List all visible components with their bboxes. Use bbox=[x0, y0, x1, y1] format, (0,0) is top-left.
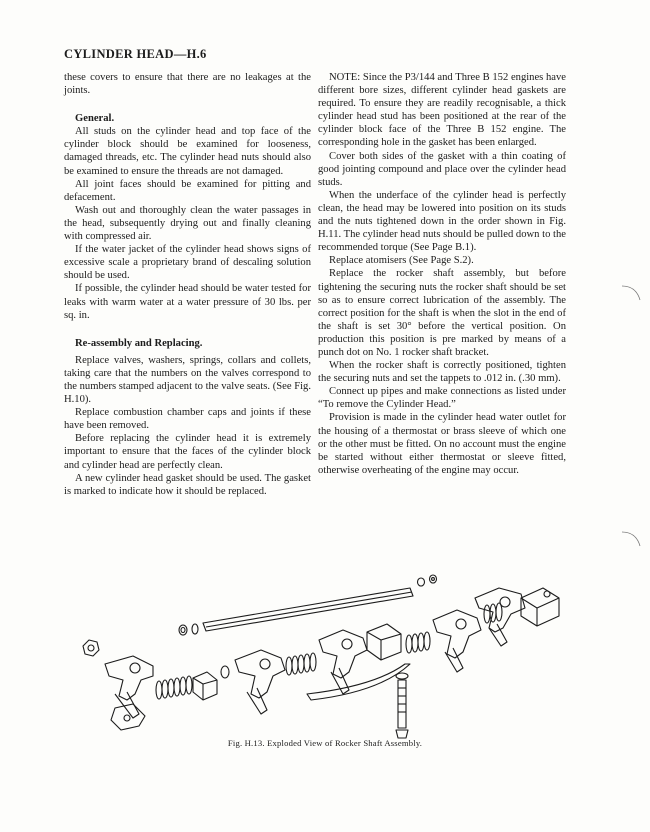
section-heading-general: General. bbox=[75, 113, 115, 125]
page-header: CYLINDER HEAD—H.6 bbox=[64, 47, 207, 61]
paragraph: Connect up pipes and make connections as listed under “To remove the Cylinder Head.” bbox=[318, 386, 566, 411]
paragraph: Replace atomisers (See Page S.2). bbox=[329, 255, 474, 267]
paragraph: When the underface of the cylinder head is perfectly clean, the head may be lowered into position on its studs and the nuts tightened down in the order shown in Fig. H.11. The cylinder head nuts should be pulled down to the recommended torque (See Page B.1). bbox=[318, 189, 566, 254]
paragraph: Cover both sides of the gasket with a thin coating of good jointing compound and place over the cylinder head studs. bbox=[318, 150, 566, 188]
paragraph: Provision is made in the cylinder head water outlet for the housing of a thermostat or brass sleeve of which one or the other must be fitted. On no account must the engine be started without either thermostat or sleeve fitted, otherwise overheating of the engine may occur. bbox=[318, 412, 566, 476]
paragraph: If the water jacket of the cylinder head shows signs of excessive scale a proprietary brand of descaling solution should be used. bbox=[64, 244, 311, 282]
figure-caption: Fig. H.13. Exploded View of Rocker Shaft Assembly. bbox=[227, 738, 423, 748]
paragraph: Before replacing the cylinder head it is extremely important to ensure that the faces of the cylinder block and cylinder head are perfectly clean. bbox=[64, 433, 311, 471]
paragraph: All joint faces should be examined for pitting and defacement. bbox=[64, 178, 311, 203]
continued-paragraph: these covers to ensure that there are no leakages at the joints. bbox=[64, 72, 311, 97]
margin-mark bbox=[620, 282, 646, 308]
note-paragraph: NOTE: Since the P3/144 and Three B 152 engines have different bore sizes, different cylinder head gaskets are required. To ensure they are readily recognisable, a thick cylinder head stud has been positioned at the rear of the cylinder block face of the Three B 152 engine. The corresponding hole in the gasket has been enlarged. bbox=[318, 72, 566, 149]
right-column bbox=[318, 71, 566, 477]
paragraph: If possible, the cylinder head should be water tested for leaks with warm water at a water pressure of 30 lbs. per sq. in. bbox=[64, 283, 311, 321]
paragraph: When the rocker shaft is correctly positioned, tighten the securing nuts and set the tappets to .012 in. (.30 mm). bbox=[318, 360, 566, 385]
paragraph: A new cylinder head gasket should be used. The gasket is marked to indicate how it should be replaced. bbox=[64, 472, 311, 497]
left-column bbox=[64, 71, 311, 498]
paragraph: Replace valves, washers, springs, collars and collets, taking care that the numbers on the valves correspond to the numbers stamped adjacent to the valve seats. (See Fig. H.10). bbox=[64, 354, 311, 406]
rocker-shaft-illustration bbox=[75, 568, 595, 743]
paragraph: Replace the rocker shaft assembly, but before tightening the securing nuts the rocker shaft should be set so as to ensure correct lubrication of the assembly. The correct position for the shaft is when the slot in the end of the shaft is set 30° before the vertical position. On production this position is pre marked by means of a punch dot on No. 1 rocker shaft bracket. bbox=[318, 268, 566, 358]
paragraph: Replace combustion chamber caps and joints if these have been removed. bbox=[64, 407, 311, 432]
margin-mark bbox=[620, 528, 646, 554]
paragraph: Wash out and thoroughly clean the water passages in the head, subsequently drying out and finally cleaning with compressed air. bbox=[64, 204, 311, 243]
paragraph: All studs on the cylinder head and top face of the cylinder block should be examined for looseness, damaged threads, etc. The cylinder head nuts should also be examined to ensure the threads are not damaged. bbox=[64, 126, 311, 177]
section-heading-reassembly: Re-assembly and Replacing. bbox=[75, 337, 203, 349]
